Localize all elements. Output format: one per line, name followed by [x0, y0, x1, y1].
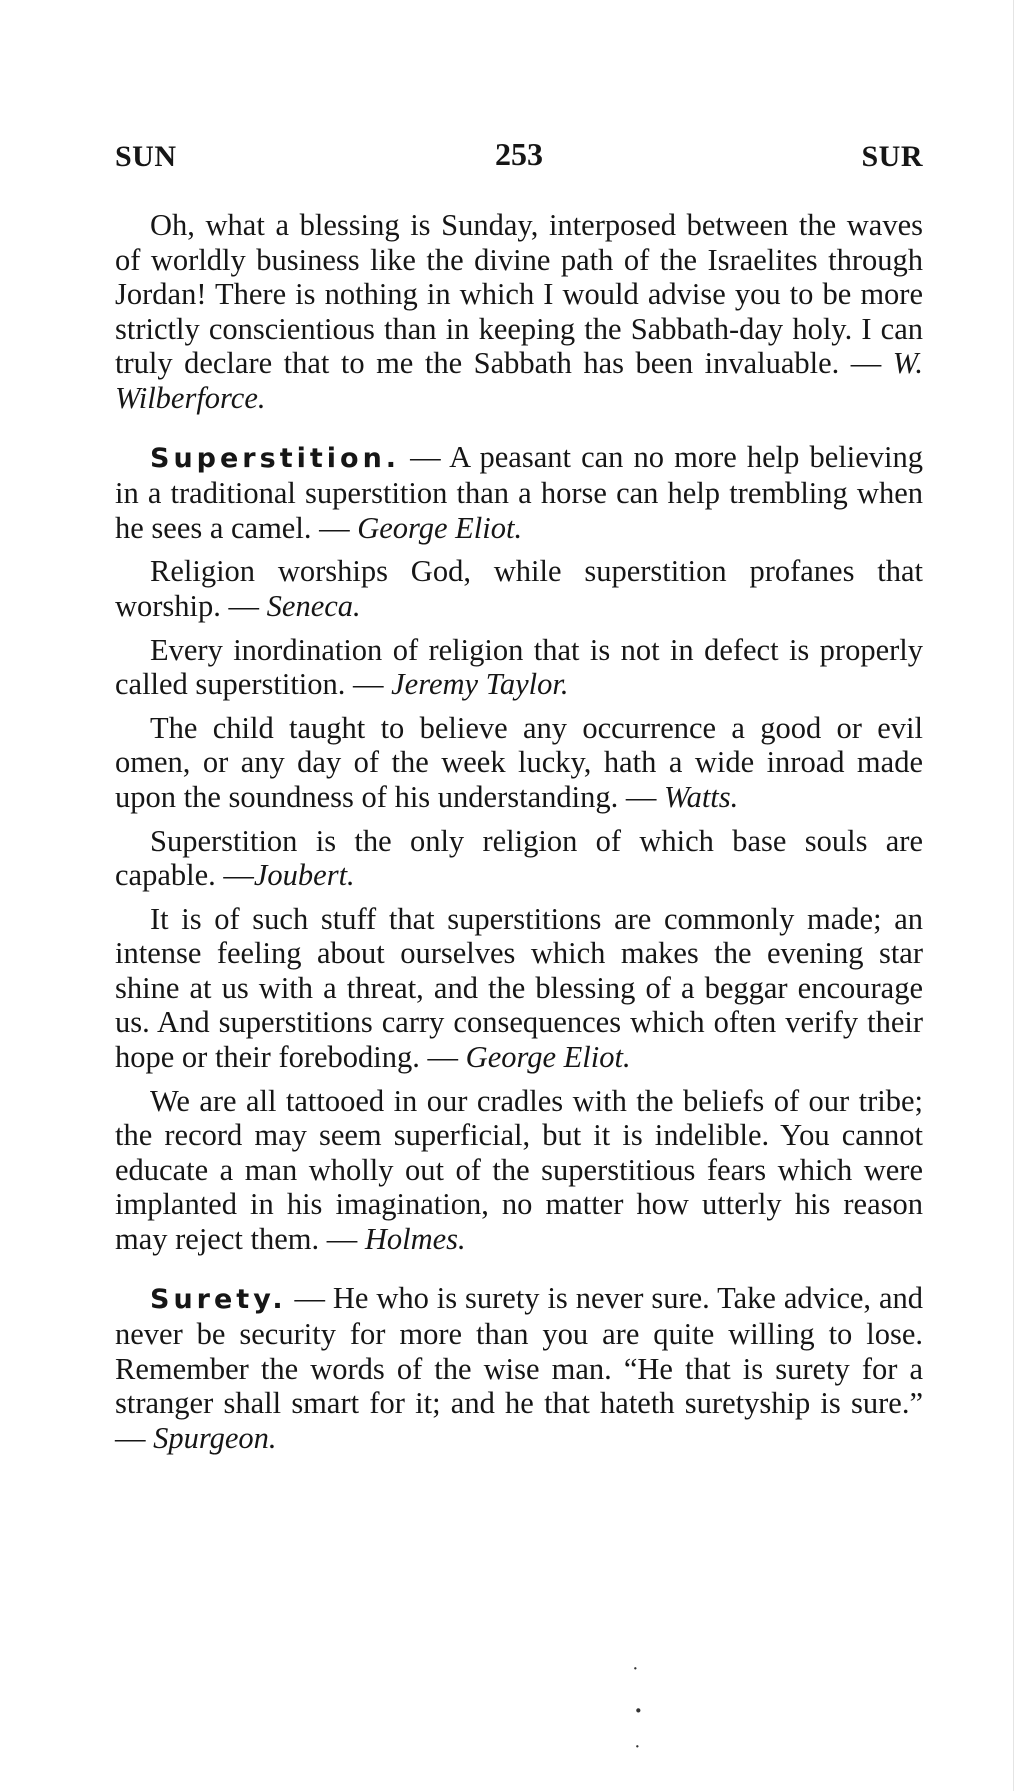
print-speck: · — [632, 1658, 639, 1680]
quote-attribution: George Eliot. — [357, 510, 523, 545]
quote-text: We are all tattooed in our cradles with the beliefs of our tribe; the record may seem superficial, but it is indelible. You cannot educate a man wholly out of the superstitious fears which were implanted in his imagination, no matter how utterly his reason may reject them. — — [115, 1083, 923, 1257]
quote-paragraph — [115, 554, 923, 623]
entry-paragraph-surety — [115, 1281, 923, 1456]
entry-heading: Surety. — [150, 1283, 287, 1315]
quote-text: Religion worships God, while superstition profanes that worship. — — [115, 554, 923, 623]
quote-text: Oh, what a blessing is Sunday, interposed between the waves of worldly business like the divine path of the Israelites through Jordan! There is nothing in which I would advise you to be more strictly conscientious than in keeping the Sabbath-day holy. I can truly declare that to me the Sabbath has been invaluable. — — [115, 208, 923, 381]
entry-heading: Superstition. — [150, 442, 401, 474]
quote-paragraph — [115, 208, 923, 416]
quote-attribution: Jeremy Taylor. — [391, 667, 569, 702]
page-edge-line — [1013, 0, 1014, 1791]
entry-paragraph-superstition — [115, 440, 923, 546]
page-number: 253 — [495, 136, 543, 172]
quote-text: Every inordination of religion that is not in defect is properly called superstition. — — [115, 632, 923, 702]
quote-attribution: Spurgeon. — [153, 1421, 277, 1455]
quote-paragraph — [115, 633, 923, 702]
quote-paragraph — [115, 711, 923, 815]
quote-attribution: Watts. — [663, 779, 739, 814]
quote-attribution: W. Wilberforce. — [115, 346, 923, 415]
quote-text: — A peasant can no more help believing in a traditional superstition than a horse can help trembling when he sees a camel. — — [115, 439, 923, 545]
quote-attribution: Joubert. — [253, 858, 355, 893]
quote-text: Superstition is the only religion of which base souls are capable. — — [115, 823, 923, 893]
quote-attribution: Holmes. — [364, 1222, 466, 1257]
running-head — [115, 136, 923, 190]
quote-paragraph — [115, 1084, 923, 1257]
quote-text: The child taught to believe any occurrence a good or evil omen, or any day of the week lucky, hath a wide inroad made upon the soundness of his understanding. — — [115, 710, 923, 814]
quote-paragraph — [115, 902, 923, 1075]
quote-attribution: Seneca. — [266, 588, 361, 623]
quote-attribution: George Eliot. — [465, 1040, 631, 1075]
quote-text: — He who is surety is never sure. Take advice, and never be security for more than you are quite willing to lose. Remember the words of the wise man. “He that is surety for a stranger shall smart for it; and he that hateth suretyship is sure.” — — [115, 1280, 923, 1455]
print-speck: · — [634, 1696, 643, 1725]
print-speck: · — [634, 1736, 641, 1758]
quote-paragraph — [115, 824, 923, 893]
quote-text: It is of such stuff that superstitions are commonly made; an intense feeling about ourselves which makes the evening star shine at us with a threat, and the blessing of a beggar encourage us. And superstitions carry consequences which often verify their hope or their foreboding. — — [115, 901, 923, 1075]
header-left-guide-word: SUN — [115, 140, 177, 173]
header-right-guide-word: SUR — [861, 140, 923, 173]
page-body — [115, 208, 923, 1465]
